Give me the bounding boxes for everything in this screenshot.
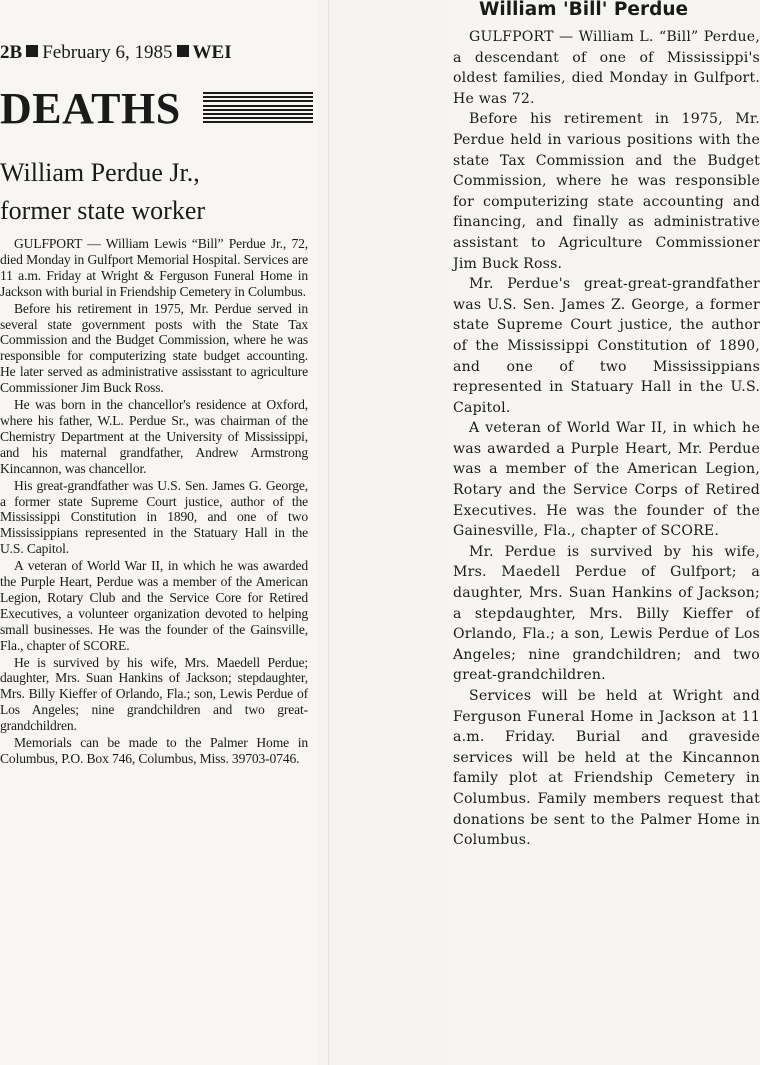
headline-line-1: William Perdue Jr., <box>0 158 200 187</box>
folio-date: February 6, 1985 <box>42 42 173 63</box>
square-bullet-icon <box>177 45 189 57</box>
clipping-divider <box>328 0 329 1065</box>
page-number: 2B <box>0 42 23 63</box>
paragraph: GULFPORT — William Lewis “Bill” Perdue Jr., 72, died Monday in Gulfport Memorial Hospital. Services are 11 a.m. Friday at Wright & Ferguson Funeral Home in Jackson with burial in Friendship Cemetery in Columbus. <box>0 236 308 299</box>
page-folio <box>0 42 318 68</box>
paragraph: He is survived by his wife, Mrs. Maedell Perdue; daughter, Mrs. Suan Hankins of Jackson; stepdaughter, Mrs. Billy Kieffer of Orlando, Fla.; son, Lewis Perdue of Los Angeles; nine grandchildren and two great-grandchildren. <box>0 654 308 734</box>
left-clipping <box>0 0 318 1065</box>
decorative-rules-icon <box>203 92 313 126</box>
section-header <box>0 84 318 134</box>
square-bullet-icon <box>26 45 38 57</box>
paragraph: A veteran of World War II, in which he was awarded the Purple Heart, Perdue was a member of the American Legion, Rotary Club and the Service Core for Retired Executives, a volunteer organization devoted to helping small businesses. He was the founder of the Gainsville, Fla., chapter of SCORE. <box>0 558 308 653</box>
paragraph: Mr. Perdue is survived by his wife, Mrs. Maedell Perdue of Gulfport; a daughter, Mrs. Suan Hankins of Jackson; a stepdaughter, Mrs. Billy Kieffer of Orlando, Fla.; a son, Lewis Perdue of Los Angeles; nine grandchildren; and two great-grandchildren. <box>453 543 760 684</box>
section-title: DEATHS <box>0 84 181 133</box>
paragraph: A veteran of World War II, in which he was awarded a Purple Heart, Mr. Perdue was a member of the American Legion, Rotary and the Service Corps of Retired Executives. He was the founder of the Gainesville, Fla., chapter of SCORE. <box>453 420 760 540</box>
folio-section: WEI <box>192 42 232 63</box>
paragraph: Mr. Perdue's great-great-grandfather was U.S. Sen. James Z. George, a former state Supreme Court justice, the author of the Mississippi Constitution of 1890, and one of two Mississippians represented in Statuary Hall in the U.S. Capitol. <box>453 276 760 416</box>
obituary-headline <box>0 154 318 230</box>
right-clipping <box>447 0 760 1065</box>
paragraph: Memorials can be made to the Palmer Home in Columbus, P.O. Box 746, Columbus, Miss. 39703-0746. <box>0 735 308 766</box>
headline-line-2: former state worker <box>0 196 206 225</box>
paragraph: Services will be held at Wright and Ferguson Funeral Home in Jackson at 11 a.m. Friday. Burial and graveside services will be held at the Kincannon family plot at Friendship Cemetery in Columbus. Family members request that donations be sent to the Palmer Home in Columbus. <box>453 688 760 849</box>
obituary-body <box>0 236 308 767</box>
paragraph: He was born in the chancellor's residence at Oxford, where his father, W.L. Perdue Sr., was chairman of the Chemistry Department at the University of Mississippi, and his maternal grandfather, Andrew Armstrong Kincannon, was chancellor. <box>0 397 308 476</box>
obituary-body <box>453 27 760 851</box>
paragraph: Before his retirement in 1975, Mr. Perdue held in various positions with the state Tax Commission and the Budget Commission, where he was responsible for computerizing state accounting and financing, and finally as administrative assistant to Agriculture Commissioner Jim Buck Ross. <box>453 111 760 272</box>
paragraph: His great-grandfather was U.S. Sen. James G. George, a former state Supreme Court justice, author of the Mississippi Constitution in 1890, and one of two Mississippians represented in the Statuary Hall in the U.S. Capitol. <box>0 477 308 557</box>
paragraph: GULFPORT — William L. “Bill” Perdue, a descendant of one of Mississippi's oldest families, died Monday in Gulfport. He was 72. <box>453 29 760 107</box>
paragraph: Before his retirement in 1975, Mr. Perdue served in several state government posts with the State Tax Commission and the Budget Commission, where he was responsible for computerizing state budget accounting. He later served as administrative assisstant to agriculture Commissioner Jim Buck Ross. <box>0 300 308 396</box>
obituary-headline: William 'Bill' Perdue <box>479 0 689 20</box>
